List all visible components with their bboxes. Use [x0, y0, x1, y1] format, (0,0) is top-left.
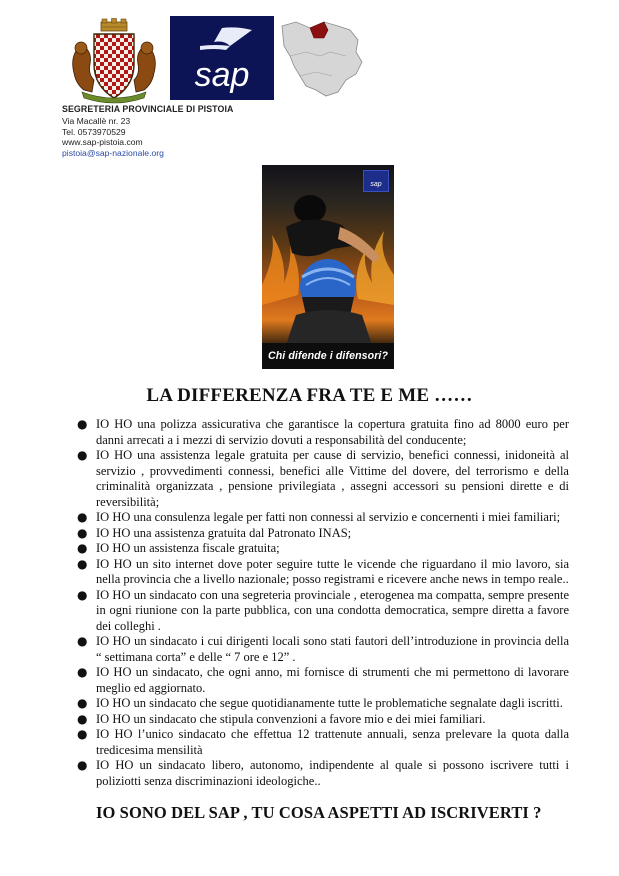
bullet-icon: ●	[77, 634, 88, 648]
list-item-text: IO HO un sindacato che stipula convenzioni a favore mio e dei miei familiari.	[96, 711, 486, 726]
bullet-icon: ●	[77, 417, 88, 431]
list-item	[74, 588, 569, 635]
list-item	[74, 727, 569, 758]
list-item-text: IO HO una polizza assicurativa che garantisce la copertura gratuita fino ad 8000 euro per danni arrecati a i mezzi di servizio dovuti a responsabilità del conducente;	[96, 417, 569, 447]
bullet-icon: ●	[77, 758, 88, 772]
poster-sap-badge: sap	[363, 170, 389, 192]
bullet-icon: ●	[77, 525, 88, 540]
list-item-text: IO HO una assistenza legale gratuita per cause di servizio, benefici connessi, inidoneità al servizio , provvedimenti connessi, benefici alle Vittime del dovere, del terrorismo e della criminalità organizzata , pensione privilegiata , assegni accessori su pensioni dirette e di reversibilità;	[96, 448, 569, 509]
list-item-text: IO HO un sindacato libero, autonomo, indipendente al quale si possono iscrivere tutti i poliziotti senza discriminazioni ideologiche..	[96, 758, 569, 788]
list-item-text: IO HO un sito internet dove poter seguire tutte le vicende che riguardano il mio lavoro, sia nella provincia che a livello nazionale; posso registrami e ricevere anche news in tempo reale..	[96, 556, 569, 586]
list-item	[74, 541, 569, 557]
list-item	[74, 557, 569, 588]
office-title: SEGRETERIA PROVINCIALE DI PISTOIA	[62, 104, 234, 114]
bullet-icon: ●	[77, 727, 88, 741]
lion-right-icon	[134, 42, 155, 92]
benefits-list	[74, 417, 569, 789]
office-email-link[interactable]: pistoia@sap-nazionale.org	[62, 147, 164, 158]
bullet-icon: ●	[77, 665, 88, 679]
tuscany-map-icon	[276, 16, 368, 100]
office-address: Via Macallè nr. 23	[62, 116, 131, 126]
list-item	[74, 526, 569, 542]
rioter-silhouette-icon	[286, 195, 380, 263]
list-item	[74, 665, 569, 696]
office-website-link[interactable]: www.sap-pistoia.com	[62, 137, 143, 147]
sap-logo-text: sap	[194, 56, 250, 94]
list-item	[74, 758, 569, 789]
list-item	[74, 417, 569, 448]
bullet-icon: ●	[77, 711, 88, 726]
list-item-text: IO HO una assistenza gratuita dal Patronato INAS;	[96, 525, 352, 540]
bullet-icon: ●	[77, 541, 88, 555]
bullet-icon: ●	[77, 448, 88, 462]
campaign-poster	[262, 165, 394, 369]
list-item-text: IO HO un sindacato con una segreteria provinciale , eterogenea ma compatta, sempre presente in ogni riunione con la parte pubblica, con una condotta democratica, sempre diretta a favore dei colleghi .	[96, 587, 569, 633]
bullet-icon: ●	[77, 510, 88, 524]
list-item-text: IO HO un assistenza fiscale gratuita;	[96, 541, 280, 555]
list-item	[74, 696, 569, 712]
sap-wing-icon	[200, 27, 252, 50]
list-item	[74, 634, 569, 665]
list-item-text: IO HO una consulenza legale per fatti non connessi al servizio e concernenti i miei familiari;	[96, 510, 561, 524]
list-item-text: IO HO un sindacato, che ogni anno, mi fornisce di strumenti che mi permettono di lavorare meglio ed aggiornato.	[96, 665, 569, 695]
crown-icon	[101, 19, 127, 32]
headline: LA DIFFERENZA FRA TE E ME ……	[146, 385, 473, 406]
bullet-icon: ●	[77, 556, 88, 571]
poster-caption: Chi difende i difensori?	[262, 343, 394, 369]
list-item	[74, 510, 569, 526]
list-item-text: IO HO un sindacato i cui dirigenti locali sono stati fautori dell’introduzione in provincia della “ settimana corta” e delle “ 7 ore e 12” .	[96, 634, 569, 664]
list-item-text: IO HO l’unico sindacato che effettua 12 trattenute annuali, senza prelevare la quota dalla tredicesima mensilità	[96, 727, 569, 757]
sap-logo	[170, 16, 274, 100]
closing-statement: IO SONO DEL SAP , TU COSA ASPETTI AD ISCRIVERTI ?	[96, 803, 542, 822]
list-item-text: IO HO un sindacato che segue quotidianamente tutte le problematiche segnalate dagli iscritti.	[96, 696, 563, 710]
bullet-icon: ●	[77, 587, 88, 602]
list-item	[74, 448, 569, 510]
list-item	[74, 712, 569, 728]
checkered-shield-icon	[94, 34, 134, 100]
office-phone: Tel. 0573970529	[62, 126, 126, 137]
lion-left-icon	[73, 42, 94, 92]
bullet-icon: ●	[77, 696, 88, 710]
coat-of-arms-logo	[64, 18, 164, 104]
